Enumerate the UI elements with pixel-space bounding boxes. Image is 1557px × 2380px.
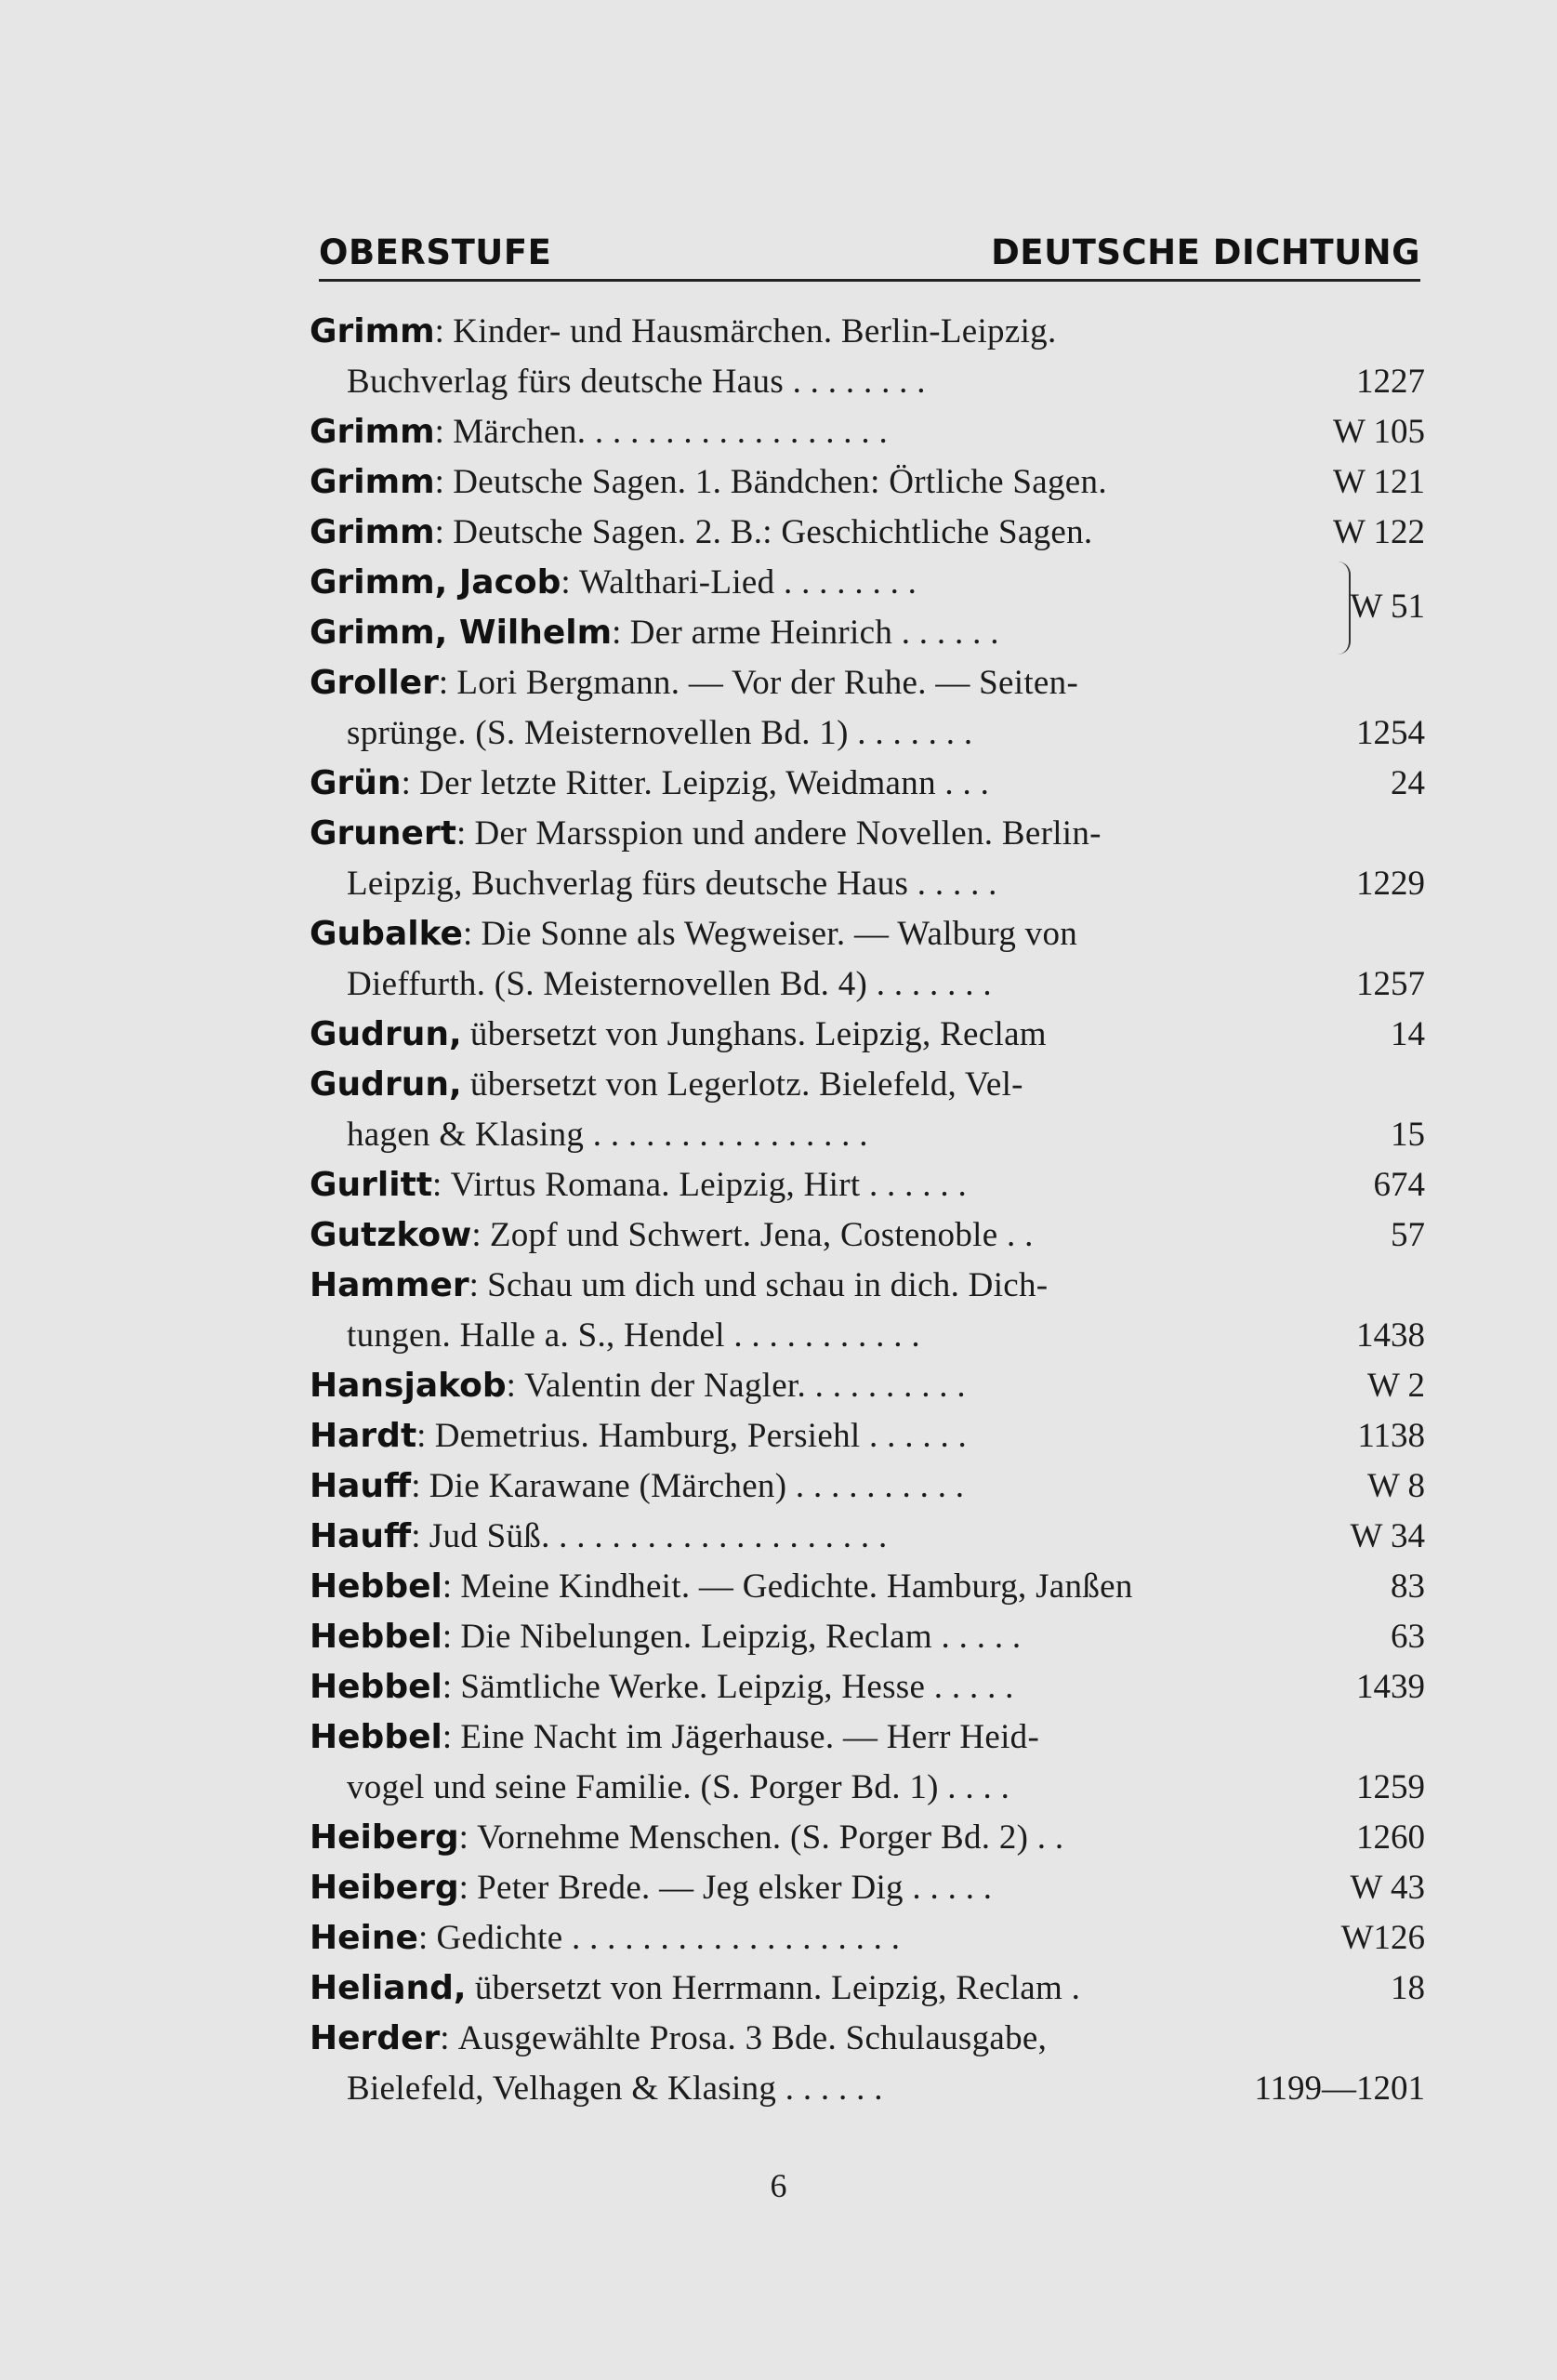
reference-number: 1227 [1356, 363, 1425, 401]
separator: : [462, 915, 482, 953]
reference-number: W 121 [1332, 463, 1425, 501]
author-name: Groller [310, 664, 439, 702]
entry-line [310, 608, 1425, 658]
separator [462, 1065, 470, 1104]
entry-line [310, 1612, 1425, 1662]
entry-line [310, 1662, 1425, 1712]
reference-number: W126 [1340, 1919, 1425, 1957]
entry-line [310, 1160, 1425, 1210]
entry-line [310, 1913, 1425, 1964]
author-name: Hammer [310, 1266, 469, 1304]
author-name: Gubalke [310, 915, 463, 953]
reference-number: W 105 [1332, 413, 1425, 451]
separator: : [416, 1417, 435, 1455]
entry-text: Walthari-Lied . . . . . . . . [578, 563, 917, 602]
entry-line [310, 1060, 1425, 1110]
entry-continuation [310, 959, 1425, 1010]
entry-text: Demetrius. Hamburg, Persiehl . . . . . . [434, 1417, 968, 1455]
separator: : [471, 1216, 490, 1254]
entry-line [310, 407, 1425, 457]
author-name: Hardt [310, 1417, 417, 1455]
entry-line [310, 1210, 1425, 1261]
reference-number: 18 [1391, 1969, 1425, 2007]
reference-number: 83 [1391, 1567, 1425, 1606]
author-name: Heiberg [310, 1818, 459, 1857]
entry-text: Der arme Heinrich . . . . . . [629, 614, 999, 652]
entry-line [310, 457, 1425, 508]
entry-text: Virtus Romana. Leipzig, Hirt . . . . . . [450, 1166, 967, 1204]
reference-number: W 8 [1366, 1467, 1425, 1505]
reference-number: 1254 [1356, 714, 1425, 752]
reference-number: 1229 [1356, 865, 1425, 903]
entry-text: übersetzt von Legerlotz. Bielefeld, Vel- [469, 1065, 1023, 1104]
entry-text: Der letzte Ritter. Leipzig, Weidmann . . . [419, 764, 990, 802]
entry-text: Schau um dich und schau in dich. Dich- [487, 1266, 1049, 1304]
separator: : [434, 312, 454, 350]
separator [462, 1015, 470, 1053]
entry-continuation [310, 1110, 1425, 1160]
author-name: Grün [310, 764, 402, 802]
entry-text: Jud Süß. . . . . . . . . . . . . . . . . . . . [429, 1517, 888, 1555]
author-name: Hebbel [310, 1567, 442, 1606]
entry-text: Vornehme Menschen. (S. Porger Bd. 2) . . [477, 1818, 1064, 1857]
entry-text: Der Marsspion und andere Novellen. Berlin- [474, 814, 1102, 853]
entry-text: Valentin der Nagler. . . . . . . . . . [524, 1367, 966, 1405]
entry-text: sprünge. (S. Meisternovellen Bd. 1) . . . . . . . [347, 714, 973, 752]
separator: : [417, 1919, 437, 1957]
entry-text: Peter Brede. — Jeg elsker Dig . . . . . [477, 1869, 993, 1907]
author-name: Hebbel [310, 1668, 442, 1706]
reference-number: 1138 [1357, 1417, 1425, 1455]
reference-number: 1199—1201 [1254, 2069, 1425, 2108]
entry-line [310, 1813, 1425, 1863]
author-name: Heine [310, 1919, 418, 1957]
entry-text: übersetzt von Junghans. Leipzig, Reclam [469, 1015, 1047, 1053]
author-name: Gudrun, [310, 1065, 462, 1104]
entry-line [310, 1261, 1425, 1311]
separator: : [612, 614, 630, 652]
entry-line [310, 1512, 1425, 1562]
author-name: Hebbel [310, 1718, 442, 1756]
author-name: Hebbel [310, 1618, 442, 1656]
entry-line [310, 558, 1425, 608]
entry-line [310, 307, 1425, 357]
author-name: Heliand, [310, 1969, 467, 2007]
entry-line [310, 1712, 1425, 1763]
reference-number: 24 [1391, 764, 1425, 802]
author-name: Herder [310, 2019, 441, 2057]
entry-text: Eine Nacht im Jägerhause. — Herr Heid- [460, 1718, 1040, 1756]
author-name: Grimm, Jacob [310, 563, 561, 602]
entry-line [310, 759, 1425, 809]
separator: : [401, 764, 420, 802]
entry-text: Die Nibelungen. Leipzig, Reclam . . . . . [460, 1618, 1022, 1656]
entry-line [310, 1562, 1425, 1612]
entry-line [310, 1361, 1425, 1411]
separator: : [434, 513, 454, 551]
entry-line [310, 1010, 1425, 1060]
entry-text: Die Karawane (Märchen) . . . . . . . . . . [429, 1467, 965, 1505]
entry-text: vogel und seine Familie. (S. Porger Bd. 1) . . . . [347, 1768, 1010, 1806]
entry-text: Märchen. . . . . . . . . . . . . . . . . . [453, 413, 889, 451]
author-name: Heiberg [310, 1869, 459, 1907]
header-title: DEUTSCHE DICHTUNG [991, 232, 1420, 272]
reference-number: 57 [1391, 1216, 1425, 1254]
separator: : [442, 1718, 461, 1756]
entry-line [310, 2014, 1425, 2064]
bracketed-entries [310, 558, 1425, 658]
separator: : [432, 1166, 451, 1204]
reference-number: 14 [1391, 1015, 1425, 1053]
reference-number: 15 [1391, 1116, 1425, 1154]
entry-text: Leipzig, Buchverlag fürs deutsche Haus . . . . . [347, 865, 997, 903]
separator: : [411, 1517, 429, 1555]
entry-text: Meine Kindheit. — Gedichte. Hamburg, Janßen [460, 1567, 1133, 1606]
entry-line [310, 1964, 1425, 2014]
entry-line [310, 658, 1425, 708]
separator: : [468, 1266, 488, 1304]
separator: : [438, 664, 457, 702]
shared-reference-number: W 51 [1350, 588, 1425, 626]
reference-number: 674 [1373, 1166, 1425, 1204]
author-name: Gudrun, [310, 1015, 462, 1053]
author-name: Grimm [310, 513, 435, 551]
entry-text: Ausgewählte Prosa. 3 Bde. Schulausgabe, [457, 2019, 1048, 2057]
reference-number: W 2 [1366, 1367, 1425, 1405]
bibliography-list [310, 307, 1425, 2114]
author-name: Hauff [310, 1467, 412, 1505]
separator: : [506, 1367, 525, 1405]
entry-continuation [310, 708, 1425, 759]
reference-number: 63 [1391, 1618, 1425, 1656]
entry-line [310, 1461, 1425, 1512]
author-name: Gurlitt [310, 1166, 433, 1204]
entry-text: Bielefeld, Velhagen & Klasing . . . . . . [347, 2069, 883, 2108]
entry-line [310, 909, 1425, 959]
separator: : [455, 814, 475, 853]
author-name: Gutzkow [310, 1216, 472, 1254]
entry-text: Dieffurth. (S. Meisternovellen Bd. 4) . . . . . . . [347, 965, 992, 1003]
separator [467, 1969, 475, 2007]
author-name: Hansjakob [310, 1367, 507, 1405]
reference-number: 1260 [1356, 1818, 1425, 1857]
entry-text: tungen. Halle a. S., Hendel . . . . . . . . . . . [347, 1316, 920, 1355]
separator: : [442, 1668, 461, 1706]
reference-number: W 122 [1332, 513, 1425, 551]
reference-number: W 43 [1350, 1869, 1425, 1907]
reference-number: 1259 [1356, 1768, 1425, 1806]
separator: : [458, 1818, 478, 1857]
entry-text: Gedichte . . . . . . . . . . . . . . . . . . . [436, 1919, 901, 1957]
entry-text: hagen & Klasing . . . . . . . . . . . . . . . . [347, 1116, 868, 1154]
header-section: OBERSTUFE [319, 232, 552, 272]
reference-number: W 34 [1350, 1517, 1425, 1555]
entry-text: Deutsche Sagen. 1. Bändchen: Örtliche Sagen. [453, 463, 1107, 501]
entry-continuation [310, 1311, 1425, 1361]
running-header [319, 231, 1420, 282]
entry-continuation [310, 2064, 1425, 2114]
reference-number: 1257 [1356, 965, 1425, 1003]
separator: : [442, 1618, 461, 1656]
separator: : [440, 2019, 458, 2057]
entry-line [310, 809, 1425, 859]
entry-continuation [310, 1763, 1425, 1813]
author-name: Grunert [310, 814, 456, 853]
separator: : [561, 563, 579, 602]
entry-line [310, 1411, 1425, 1461]
entry-continuation [310, 357, 1425, 407]
separator: : [434, 413, 454, 451]
entry-text: Die Sonne als Wegweiser. — Walburg von [481, 915, 1078, 953]
entry-text: Lori Bergmann. — Vor der Ruhe. — Seiten- [456, 664, 1079, 702]
entry-text: Sämtliche Werke. Leipzig, Hesse . . . . . [460, 1668, 1014, 1706]
entry-text: Buchverlag fürs deutsche Haus . . . . . . . . [347, 363, 926, 401]
entry-text: Kinder- und Hausmärchen. Berlin-Leipzig. [453, 312, 1057, 350]
separator: : [434, 463, 454, 501]
reference-number: 1439 [1356, 1668, 1425, 1706]
author-name: Grimm, Wilhelm [310, 614, 613, 652]
curly-brace [1336, 562, 1351, 654]
entry-line [310, 1863, 1425, 1913]
entry-text: übersetzt von Herrmann. Leipzig, Reclam . [474, 1969, 1081, 2007]
separator: : [458, 1869, 478, 1907]
entry-continuation [310, 859, 1425, 909]
separator: : [411, 1467, 429, 1505]
entry-text: Deutsche Sagen. 2. B.: Geschichtliche Sagen. [453, 513, 1093, 551]
reference-number: 1438 [1356, 1316, 1425, 1355]
entry-text: Zopf und Schwert. Jena, Costenoble . . [489, 1216, 1034, 1254]
entry-line [310, 508, 1425, 558]
author-name: Grimm [310, 463, 435, 501]
page-number: 6 [770, 2167, 787, 2204]
separator: : [442, 1567, 461, 1606]
author-name: Hauff [310, 1517, 412, 1555]
author-name: Grimm [310, 413, 435, 451]
author-name: Grimm [310, 312, 435, 350]
